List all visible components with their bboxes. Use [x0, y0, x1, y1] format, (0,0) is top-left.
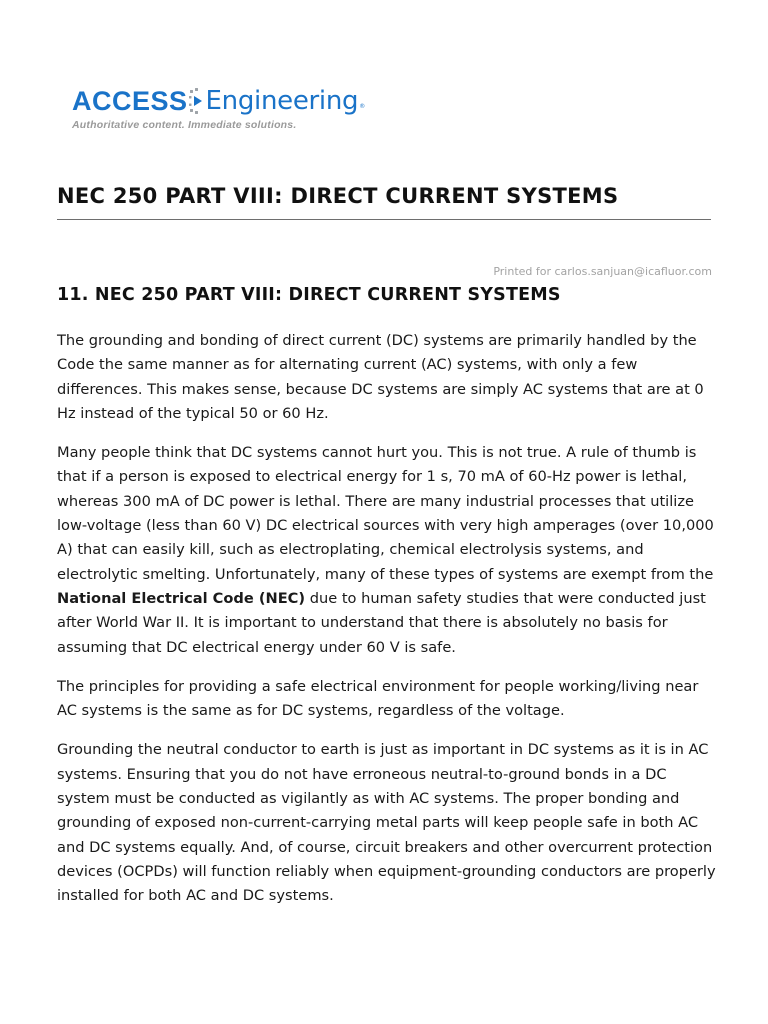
access-engineering-logo	[72, 84, 372, 140]
logo-brand-suffix: Engineering	[205, 86, 359, 116]
paragraph-2	[57, 441, 717, 660]
printed-for-watermark: Printed for carlos.sanjuan@icafluor.com	[493, 265, 712, 278]
body-text	[57, 329, 717, 924]
logo-tagline: Authoritative content. Immediate solutions.	[72, 119, 297, 131]
paragraph-2-text-before: Many people think that DC systems cannot hurt you. This is not true. A rule of thumb is that if a person is exposed to electrical energy for 1 s, 70 mA of 60-Hz power is lethal, whereas 300 mA of DC power is lethal. There are many industrial processes that utilize low-voltage (less than 60 V) DC electrical sources with very high amperages (over 10,000 A) that can easily kill, such as electroplating, chemical electrolysis systems, and electrolytic smelting. Unfortunately, many of these types of systems are exempt from the	[57, 444, 714, 583]
logo-wordmark	[72, 84, 372, 118]
logo-registered-mark: ®	[359, 103, 366, 110]
logo-brand-prefix: ACCESS	[72, 85, 188, 116]
section-heading: 11. NEC 250 PART VIII: DIRECT CURRENT SYSTEMS	[57, 285, 561, 305]
paragraph-3: The principles for providing a safe electrical environment for people working/living near AC systems is the same as for DC systems, regardless of the voltage.	[57, 677, 699, 720]
gear-arrow-icon	[189, 88, 205, 114]
title-divider	[57, 219, 711, 220]
nec-reference-bold: National Electrical Code (NEC)	[57, 589, 306, 607]
paragraph-4: Grounding the neutral conductor to earth is just as important in DC systems as it is in AC systems. Ensuring that you do not have erroneous neutral-to-ground bonds in a DC system must be conducted as vigilantly as with AC systems. The proper bonding and grounding of exposed non-current-carrying metal parts will keep people safe in both AC and DC systems equally. And, of course, circuit breakers and other overcurrent protection devices (OCPDs) will function reliably when equipment-grounding conductors are properly installed for both AC and DC systems.	[57, 741, 716, 905]
paragraph-1: The grounding and bonding of direct current (DC) systems are primarily handled by the Code the same manner as for alternating current (AC) systems, with only a few differences. This makes sense, because DC systems are simply AC systems that are at 0 Hz instead of the typical 50 or 60 Hz.	[57, 332, 704, 422]
paragraph-2-text-after: due to human safety studies that were conducted just after World War II. It is important to understand that there is absolutely no basis for assuming that DC electrical energy under 60 V is safe.	[57, 589, 706, 656]
document-title: NEC 250 PART VIII: DIRECT CURRENT SYSTEMS	[57, 184, 619, 208]
